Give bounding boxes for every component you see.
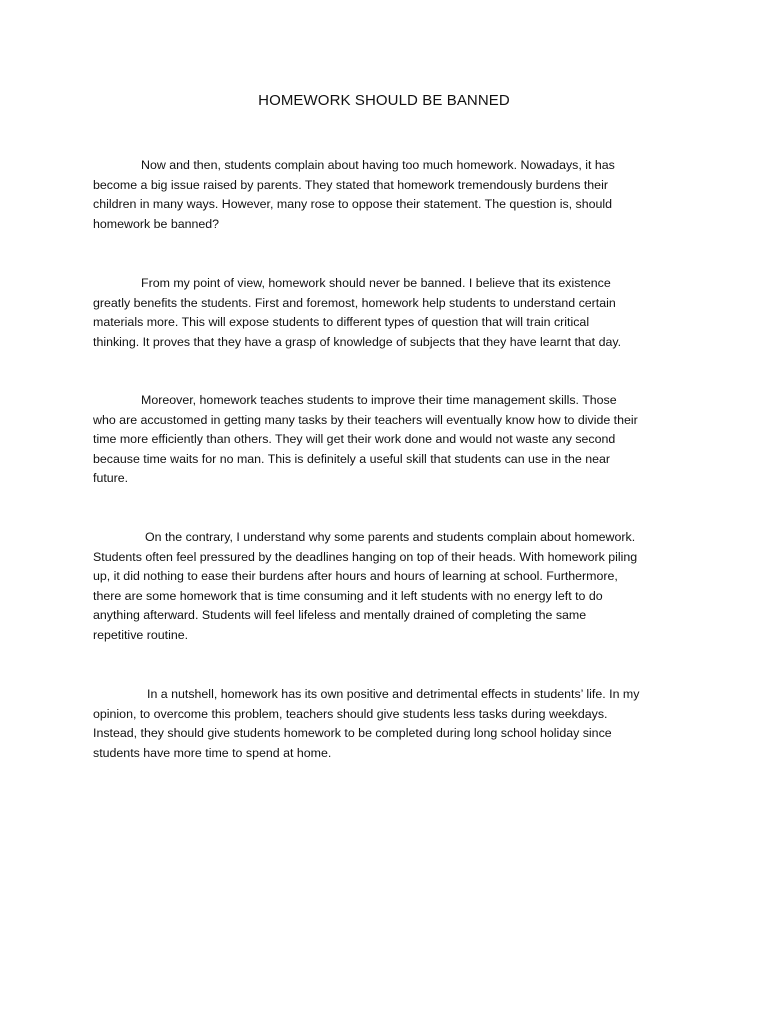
paragraph-line: opinion, to overcome this problem, teachers should give students less tasks during weekdays. <box>93 706 608 721</box>
paragraph-line: materials more. This will expose students to different types of question that will train critical <box>93 315 590 329</box>
paragraph-line: Students often feel pressured by the deadlines hanging on top of their heads. With homework piling <box>93 549 638 564</box>
document-title: HOMEWORK SHOULD BE BANNED <box>258 92 510 109</box>
paragraph-line: In a nutshell, homework has its own positive and detrimental effects in students’ life. In my <box>147 687 640 701</box>
paragraph-1 <box>93 156 673 234</box>
paragraph-line: thinking. It proves that they have a grasp of knowledge of subjects that they have learnt that day. <box>93 334 622 349</box>
paragraph-line: students have more time to spend at home. <box>93 745 332 760</box>
paragraph-line: Instead, they should give students homework to be completed during long school holiday since <box>93 726 612 740</box>
paragraph-5 <box>93 685 673 763</box>
paragraph-line: up, it did nothing to ease their burdens after hours and hours of learning at school. Furthermore, <box>93 569 618 583</box>
paragraph-4 <box>93 528 673 645</box>
paragraph-line: On the contrary, I understand why some parents and students complain about homework. <box>145 530 636 544</box>
paragraph-line: there are some homework that is time consuming and it left students with no energy left to do <box>93 588 603 603</box>
paragraph-line: because time waits for no man. This is definitely a useful skill that students can use in the near <box>93 451 611 466</box>
paragraph-line: repetitive routine. <box>93 627 189 642</box>
paragraph-line: children in many ways. However, many rose to oppose their statement. The question is, should <box>93 197 613 211</box>
paragraph-line: who are accustomed in getting many tasks by their teachers will eventually know how to divide their <box>93 412 638 427</box>
paragraph-line: future. <box>93 471 129 485</box>
paragraph-line: greatly benefits the students. First and foremost, homework help students to understand certain <box>93 295 616 310</box>
paragraph-line: homework be banned? <box>93 216 220 231</box>
paragraph-3 <box>93 391 673 489</box>
paragraph-line: Now and then, students complain about having too much homework. Nowadays, it has <box>141 158 615 172</box>
paragraph-line: time more efficiently than others. They will get their work done and would not waste any second <box>93 432 616 446</box>
paragraph-line: anything afterward. Students will feel lifeless and mentally drained of completing the same <box>93 608 587 622</box>
paragraph-line: Moreover, homework teaches students to improve their time management skills. Those <box>141 393 617 407</box>
paragraph-line: From my point of view, homework should never be banned. I believe that its existence <box>141 276 611 290</box>
paragraph-line: become a big issue raised by parents. They stated that homework tremendously burdens their <box>93 177 608 192</box>
paragraph-2 <box>93 274 673 352</box>
